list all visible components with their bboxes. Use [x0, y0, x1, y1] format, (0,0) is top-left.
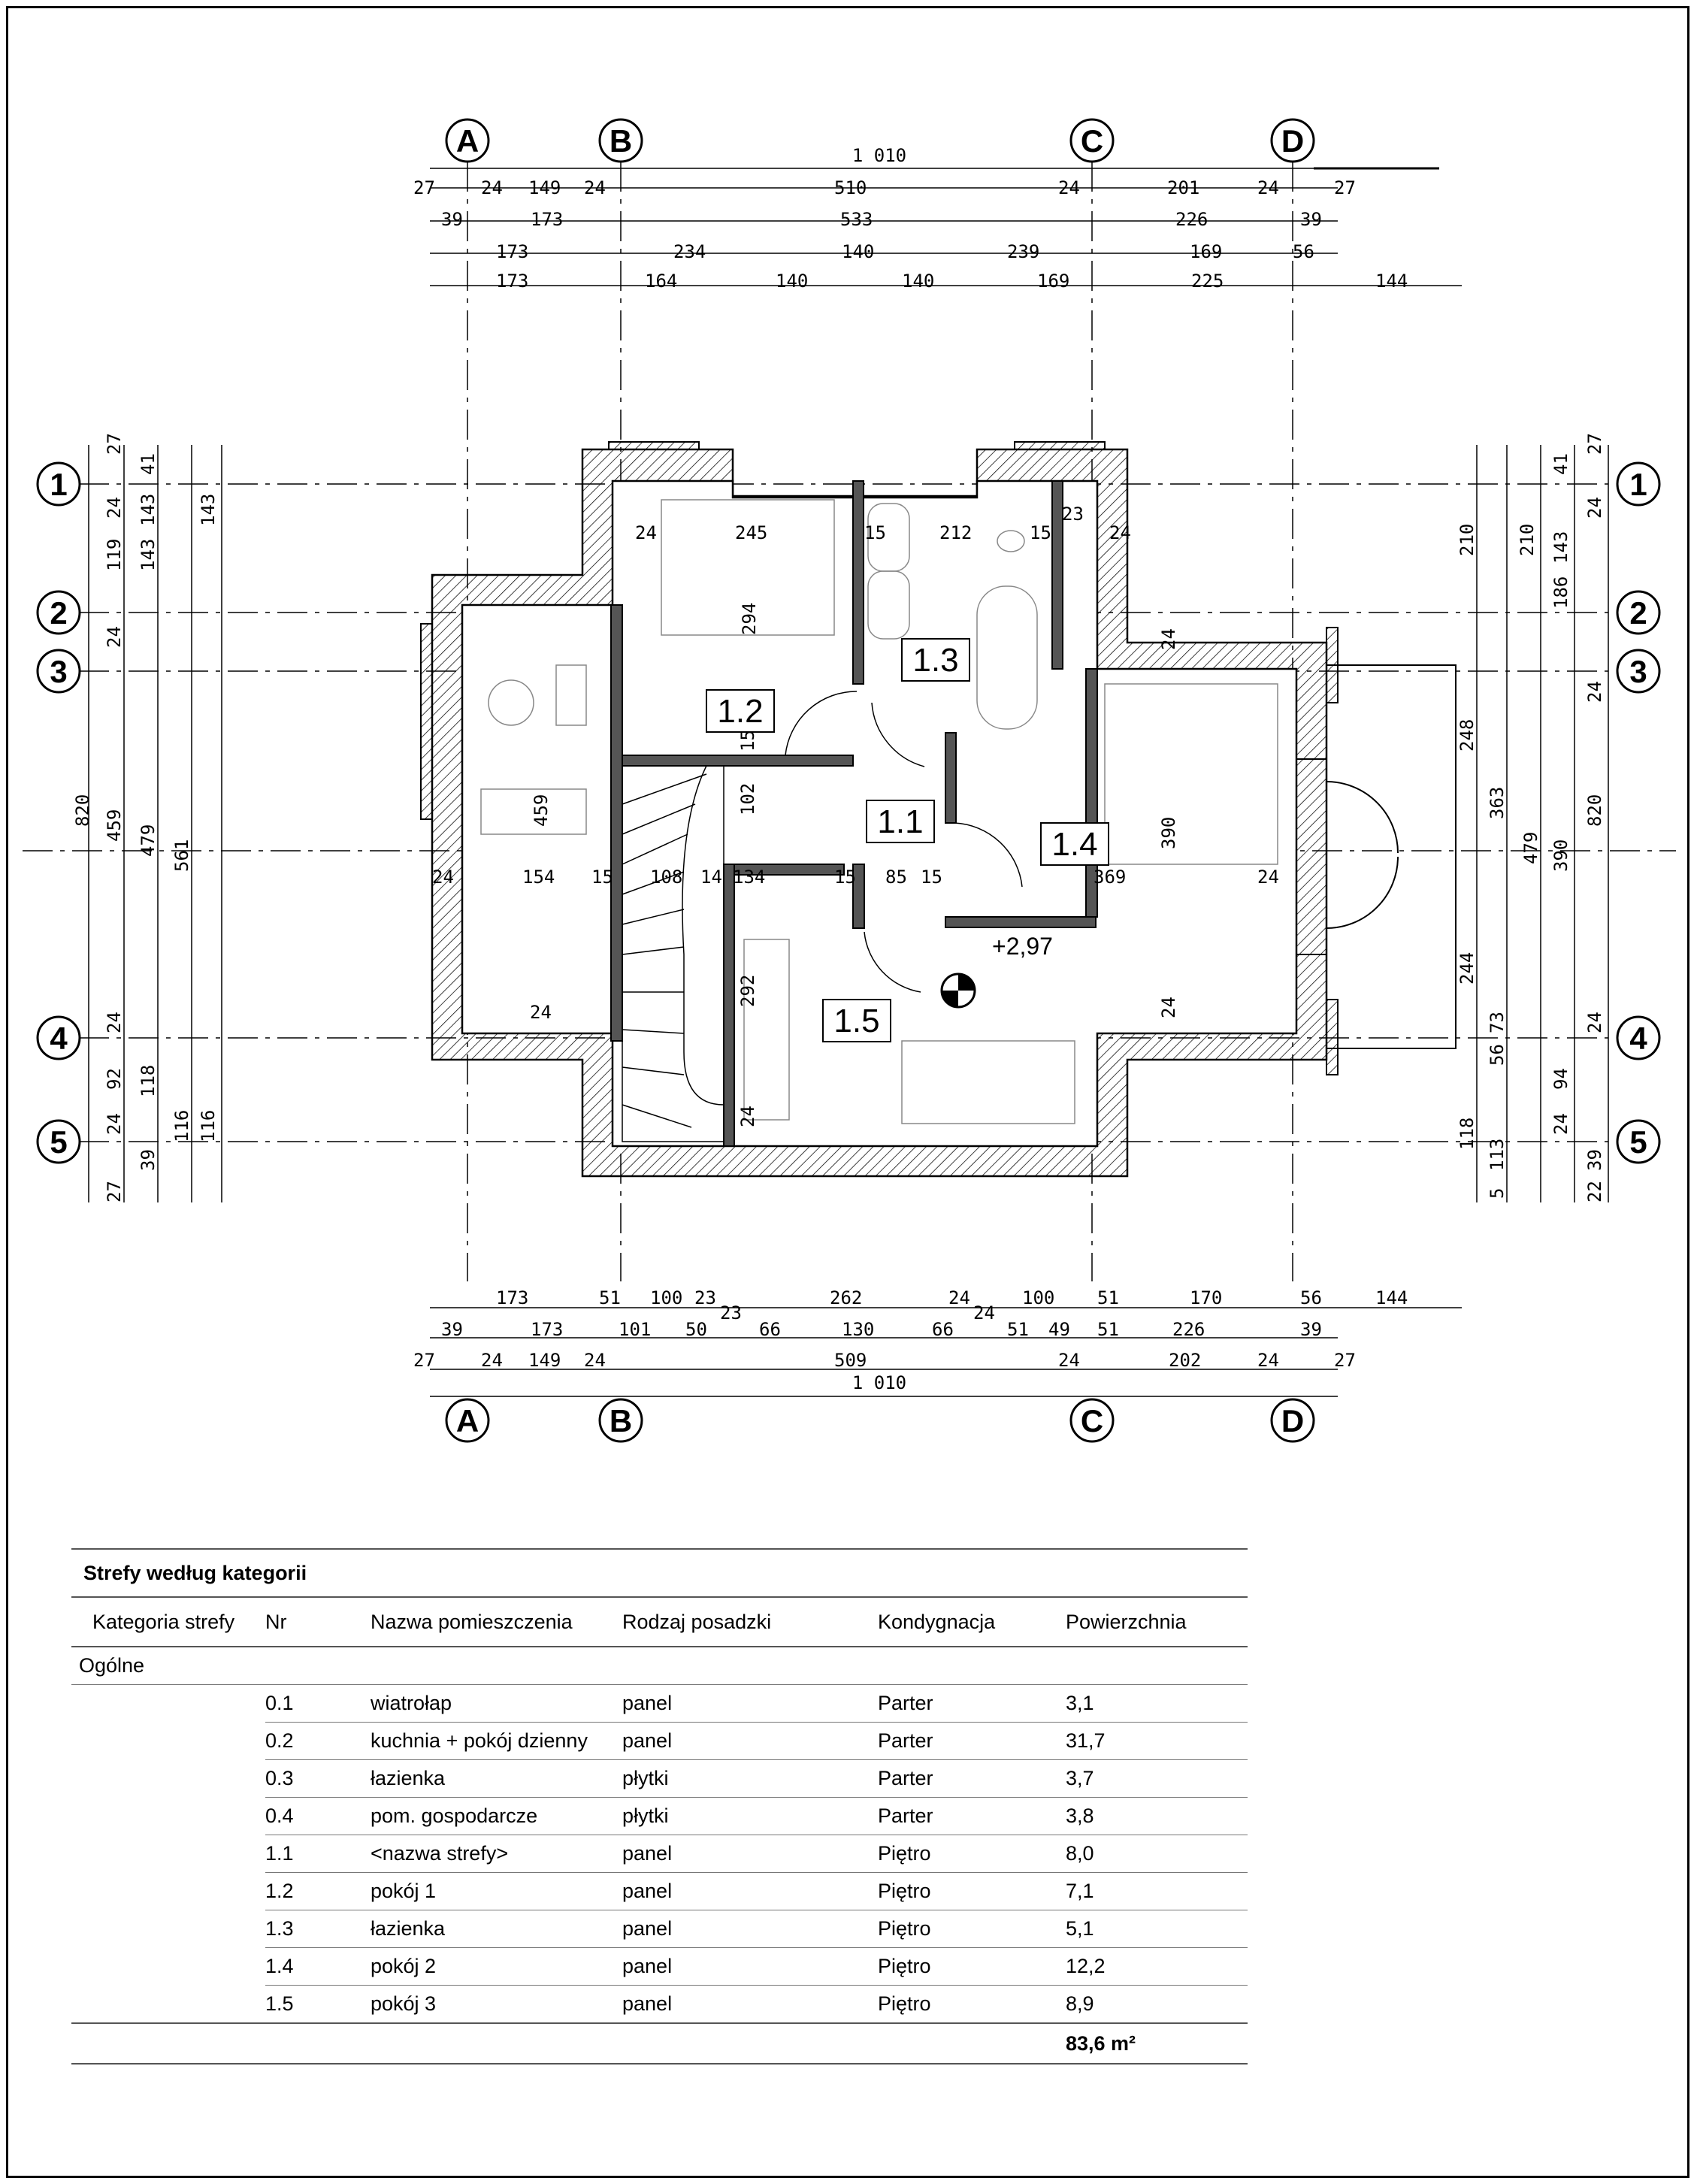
axis-bubble-5-right [1617, 1121, 1659, 1163]
dimension-label: 363 [1487, 786, 1508, 819]
dim-top-overall: 1 010 [852, 145, 907, 166]
dimension-label: 41 [1550, 453, 1571, 475]
dimension-label: 244 [1457, 951, 1478, 985]
dimension-label: 49 [1048, 1319, 1070, 1340]
dim-bottom-overall: 1 010 [852, 1372, 907, 1393]
dimension-label: 15 [834, 867, 856, 888]
dimension-label: 56 [1487, 1044, 1508, 1066]
total-empty-cell [878, 2023, 1066, 2064]
dimension-label: 24 [1257, 177, 1279, 198]
cell-kondygnacja: Piętro [878, 1873, 1066, 1910]
dimension-label: 533 [840, 209, 873, 230]
dimension-label: B [609, 123, 633, 159]
dimension-label: 39 [1300, 209, 1322, 230]
dimension-label: B [609, 1403, 633, 1438]
dimension-label: 369 [1094, 867, 1127, 888]
dimension-label: 24 [584, 177, 606, 198]
dimension-label: 144 [1375, 271, 1408, 292]
dimension-label: 24 [104, 497, 125, 519]
dimension-label: 248 [1457, 718, 1478, 752]
axis-bubble-3 [38, 650, 80, 692]
dimension-label: 24 [1257, 867, 1279, 888]
dimension-label: 113 [1487, 1138, 1508, 1171]
dimension-label: 169 [1190, 241, 1223, 262]
dimension-label: 94 [1550, 1068, 1571, 1090]
header-powierzchnia: Powierzchnia [1066, 1598, 1248, 1647]
dimension-label: 24 [104, 626, 125, 648]
elevation-text: +2,97 [992, 933, 1053, 960]
cell-nazwa: łazienka [371, 1760, 622, 1798]
total-empty-cell [71, 2023, 265, 2064]
dimension-label: 101 [619, 1319, 652, 1340]
room-label-1-1: 1.1 [877, 803, 924, 840]
dimension-label: 202 [1169, 1350, 1202, 1371]
dimension-label: A [455, 1403, 479, 1438]
dimension-label: 210 [1457, 523, 1478, 556]
dimension-label: 173 [496, 241, 529, 262]
dimension-label: 116 [171, 1109, 192, 1142]
cell-nazwa: <nazwa strefy> [371, 1835, 622, 1873]
cell-posadzka: panel [622, 1910, 878, 1948]
axis-bubble-c [1071, 119, 1113, 162]
cell-powierzchnia: 8,0 [1066, 1835, 1248, 1873]
header-nr: Nr [265, 1598, 371, 1647]
dimension-label: 245 [735, 522, 768, 543]
dimension-label: 24 [104, 1113, 125, 1135]
schedule-table [71, 1598, 1248, 2065]
dimension-label: 509 [834, 1350, 867, 1371]
dimension-label: 39 [1584, 1149, 1605, 1171]
cell-powierzchnia: 3,7 [1066, 1760, 1248, 1798]
dimension-label: 173 [496, 1287, 529, 1308]
dimension-label: 2 [1629, 595, 1647, 631]
dimension-label: 173 [531, 1319, 564, 1340]
dimension-label: 66 [759, 1319, 781, 1340]
dimension-label: 39 [441, 209, 463, 230]
cell-nr: 0.2 [265, 1723, 371, 1760]
total-empty-cell [371, 2023, 622, 2064]
dimension-label: 5 [1487, 1187, 1508, 1199]
dimension-label: 1 [50, 467, 68, 502]
axis-bubble-1-right [1617, 463, 1659, 505]
cell-posadzka: panel [622, 1873, 878, 1910]
dimension-label: 24 [1109, 522, 1131, 543]
cell-kategoria [71, 1948, 265, 1986]
dimension-label: 66 [932, 1319, 954, 1340]
dimension-label: 24 [1584, 1012, 1605, 1033]
dimension-label: 201 [1167, 177, 1200, 198]
cell-kategoria [71, 1835, 265, 1873]
dimension-label: 24 [1058, 1350, 1080, 1371]
dimension-label: 134 [733, 867, 766, 888]
dimension-label: 92 [104, 1068, 125, 1090]
cell-powierzchnia: 12,2 [1066, 1948, 1248, 1986]
dimension-label: 239 [1007, 241, 1040, 262]
axis-bubble-b-bottom [600, 1399, 642, 1441]
grid-bubbles-right [1617, 463, 1659, 1163]
dimension-label: 27 [413, 1350, 435, 1371]
dimension-label: 390 [1158, 816, 1179, 849]
dimension-label: 51 [1097, 1287, 1119, 1308]
axis-bubble-c-bottom [1071, 1399, 1113, 1441]
dimension-label: 186 [1550, 576, 1571, 609]
dimension-label: 15 [921, 867, 942, 888]
cell-powierzchnia: 8,9 [1066, 1986, 1248, 2024]
dimension-label: 3 [1629, 654, 1647, 689]
cell-powierzchnia: 5,1 [1066, 1910, 1248, 1948]
cell-powierzchnia: 3,8 [1066, 1798, 1248, 1835]
dimension-label: 24 [481, 1350, 503, 1371]
dimension-label: 140 [842, 241, 875, 262]
cell-nr: 1.4 [265, 1948, 371, 1986]
dimension-label: 225 [1191, 271, 1224, 292]
cell-nazwa: pokój 1 [371, 1873, 622, 1910]
header-nazwa: Nazwa pomieszczenia [371, 1598, 622, 1647]
axis-bubble-a [446, 119, 489, 162]
dimension-label: 51 [1007, 1319, 1029, 1340]
axis-bubble-2 [38, 591, 80, 634]
table-row [71, 1723, 1248, 1760]
dimension-label: 173 [531, 209, 564, 230]
cell-kondygnacja: Parter [878, 1685, 1066, 1723]
dimension-label: 85 [885, 867, 907, 888]
dimension-label: 479 [1520, 831, 1541, 864]
dimension-label: 23 [720, 1302, 742, 1323]
dimension-label: 234 [673, 241, 706, 262]
cell-powierzchnia: 3,1 [1066, 1685, 1248, 1723]
header-kondygnacja: Kondygnacja [878, 1598, 1066, 1647]
dimension-label: 15 [591, 867, 613, 888]
schedule-title: Strefy według kategorii [71, 1548, 1248, 1598]
cell-kondygnacja: Piętro [878, 1948, 1066, 1986]
cell-posadzka: panel [622, 1986, 878, 2024]
dimension-label: 50 [685, 1319, 707, 1340]
dimension-label: 24 [1158, 628, 1179, 650]
dimension-label: 56 [1293, 241, 1314, 262]
dimension-label: 1 [1629, 467, 1647, 502]
dimension-label: 41 [138, 453, 159, 475]
cell-kondygnacja: Piętro [878, 1910, 1066, 1948]
cell-kategoria [71, 1986, 265, 2024]
cell-nazwa: pokój 2 [371, 1948, 622, 1986]
cell-posadzka: panel [622, 1948, 878, 1986]
dims-left-text [72, 433, 219, 1202]
dimension-label: 108 [650, 867, 683, 888]
table-row [71, 1873, 1248, 1910]
axis-bubble-5 [38, 1121, 80, 1163]
dimension-label: 390 [1550, 839, 1571, 872]
cell-posadzka: płytki [622, 1798, 878, 1835]
dimension-label: 5 [50, 1124, 68, 1160]
balcony [1326, 665, 1456, 1048]
dimension-label: 24 [635, 522, 657, 543]
cell-nazwa: pokój 3 [371, 1986, 622, 2024]
cell-kategoria [71, 1910, 265, 1948]
dimension-label: 212 [939, 522, 973, 543]
dimension-label: 140 [902, 271, 935, 292]
axis-bubble-d [1272, 119, 1314, 162]
cell-posadzka: panel [622, 1835, 878, 1873]
dimension-label: 561 [171, 839, 192, 872]
table-row [71, 1910, 1248, 1948]
dimension-label: 24 [1550, 1113, 1571, 1135]
dimension-label: 27 [104, 1181, 125, 1202]
dimension-label: 100 [1022, 1287, 1055, 1308]
dimension-label: 154 [522, 867, 555, 888]
table-row [71, 1948, 1248, 1986]
dimension-label: 100 [650, 1287, 683, 1308]
dimension-label: D [1281, 123, 1305, 159]
cell-nr: 1.1 [265, 1835, 371, 1873]
dimension-label: D [1281, 1403, 1305, 1438]
cell-posadzka: panel [622, 1723, 878, 1760]
dimension-label: 39 [441, 1319, 463, 1340]
total-area: 83,6 m² [1066, 2023, 1248, 2064]
cell-kondygnacja: Piętro [878, 1986, 1066, 2024]
dimension-label: 24 [1584, 497, 1605, 519]
dimension-label: 24 [973, 1302, 995, 1323]
dimension-label: 4 [1629, 1021, 1647, 1056]
dimension-label: 27 [104, 433, 125, 455]
dimension-label: 2 [50, 595, 68, 631]
dimension-label: 118 [138, 1064, 159, 1097]
dims-bottom-text [413, 1287, 1408, 1393]
dimension-label: 149 [528, 177, 561, 198]
schedule-header-row [71, 1598, 1248, 1647]
dimension-label: 27 [1334, 177, 1356, 198]
table-row [71, 1760, 1248, 1798]
dimension-label: 143 [138, 493, 159, 526]
total-empty-cell [622, 2023, 878, 2064]
cell-nazwa: kuchnia + pokój dzienny [371, 1723, 622, 1760]
axis-bubble-4 [38, 1017, 80, 1059]
room-label-1-3: 1.3 [912, 642, 959, 679]
dimension-label: 170 [1190, 1287, 1223, 1308]
dimension-label: 5 [1629, 1124, 1647, 1160]
room-label-1-5: 1.5 [833, 1003, 880, 1039]
dimension-label: 169 [1037, 271, 1070, 292]
dimension-label: 73 [1487, 1012, 1508, 1033]
dimension-label: 15 [864, 522, 886, 543]
table-row [71, 1986, 1248, 2024]
cell-kategoria [71, 1685, 265, 1723]
cell-kategoria [71, 1723, 265, 1760]
zone-schedule [71, 1548, 1248, 2065]
dimension-label: 39 [1300, 1319, 1322, 1340]
dimension-label: 27 [1334, 1350, 1356, 1371]
room-label-1-2: 1.2 [717, 693, 764, 730]
dimension-label: 24 [530, 1002, 552, 1023]
total-empty-cell [265, 2023, 371, 2064]
cell-powierzchnia: 7,1 [1066, 1873, 1248, 1910]
header-posadzka: Rodzaj posadzki [622, 1598, 878, 1647]
dimension-label: 14 [700, 867, 722, 888]
dimension-label: 23 [694, 1287, 716, 1308]
axis-bubble-b [600, 119, 642, 162]
dimension-label: 118 [1457, 1117, 1478, 1150]
group-label: Ogólne [71, 1647, 1248, 1685]
axis-bubble-1 [38, 463, 80, 505]
dimension-label: 24 [432, 867, 454, 888]
dimension-label: 510 [834, 177, 867, 198]
dimension-label: 39 [138, 1149, 159, 1171]
cell-kategoria [71, 1798, 265, 1835]
cell-kategoria [71, 1873, 265, 1910]
grid-bubbles-top [446, 119, 1439, 168]
dimension-label: 262 [830, 1287, 863, 1308]
dimension-label: 102 [737, 782, 758, 815]
dimension-label: C [1080, 123, 1104, 159]
dimension-label: 294 [739, 602, 760, 635]
cell-nr: 0.3 [265, 1760, 371, 1798]
cell-powierzchnia: 31,7 [1066, 1723, 1248, 1760]
header-kategoria: Kategoria strefy [71, 1598, 265, 1647]
dims-top-text [413, 145, 1408, 292]
dimension-label: 3 [50, 654, 68, 689]
dimension-label: 149 [528, 1350, 561, 1371]
table-row [71, 1798, 1248, 1835]
dimension-label: 210 [1517, 523, 1538, 556]
dimension-label: 143 [1550, 531, 1571, 564]
dimension-label: 15 [1030, 522, 1051, 543]
dimension-label: 119 [104, 538, 125, 571]
cell-nazwa: łazienka [371, 1910, 622, 1948]
dimension-label: 27 [1584, 433, 1605, 455]
table-row [71, 1685, 1248, 1723]
dimension-label: 24 [481, 177, 503, 198]
dimension-label: 143 [138, 538, 159, 571]
cell-nr: 1.5 [265, 1986, 371, 2024]
dimension-label: 51 [599, 1287, 621, 1308]
cell-kategoria [71, 1760, 265, 1798]
dimension-label: 24 [584, 1350, 606, 1371]
dimension-label: 4 [50, 1021, 68, 1056]
dimension-label: 173 [496, 271, 529, 292]
dimension-label: 459 [104, 809, 125, 842]
dimension-label: 24 [1584, 681, 1605, 703]
dimension-label: 56 [1300, 1287, 1322, 1308]
dimension-label: 226 [1172, 1319, 1205, 1340]
dimension-label: 143 [198, 493, 219, 526]
dimension-label: 116 [198, 1109, 219, 1142]
cell-posadzka: płytki [622, 1760, 878, 1798]
cell-kondygnacja: Piętro [878, 1835, 1066, 1873]
dimension-label: 459 [531, 794, 552, 827]
dimension-label: 130 [842, 1319, 875, 1340]
cell-kondygnacja: Parter [878, 1798, 1066, 1835]
cell-nazwa: wiatrołap [371, 1685, 622, 1723]
dimension-label: 24 [1158, 997, 1179, 1018]
dimension-label: 820 [1584, 794, 1605, 827]
axis-bubble-3-right [1617, 650, 1659, 692]
axis-bubble-4-right [1617, 1017, 1659, 1059]
dimension-label: C [1080, 1403, 1104, 1438]
cell-posadzka: panel [622, 1685, 878, 1723]
dimension-label: 23 [1062, 504, 1084, 525]
group-row [71, 1647, 1248, 1685]
dimension-label: 164 [645, 271, 678, 292]
cell-nazwa: pom. gospodarcze [371, 1798, 622, 1835]
dimension-label: 24 [1058, 177, 1080, 198]
dimension-label: 24 [948, 1287, 970, 1308]
dimension-label: 51 [1097, 1319, 1119, 1340]
cell-kondygnacja: Parter [878, 1760, 1066, 1798]
axis-bubble-a-bottom [446, 1399, 489, 1441]
dimension-label: 292 [737, 974, 758, 1007]
dimension-label: 479 [138, 824, 159, 857]
room-label-1-4: 1.4 [1051, 826, 1098, 863]
dimension-label: 24 [104, 1012, 125, 1033]
total-row [71, 2023, 1248, 2064]
cell-nr: 1.2 [265, 1873, 371, 1910]
axis-bubble-2-right [1617, 591, 1659, 634]
cell-nr: 0.4 [265, 1798, 371, 1835]
dimension-label: 144 [1375, 1287, 1408, 1308]
cell-kondygnacja: Parter [878, 1723, 1066, 1760]
grid-bubbles-bottom [446, 1399, 1314, 1441]
axis-bubble-d-bottom [1272, 1399, 1314, 1441]
cell-nr: 0.1 [265, 1685, 371, 1723]
dimension-label: A [455, 123, 479, 159]
dimension-label: 140 [776, 271, 809, 292]
dimension-label: 27 [413, 177, 435, 198]
dimension-label: 24 [1257, 1350, 1279, 1371]
dimension-label: 820 [72, 794, 93, 827]
dimension-label: 22 [1584, 1181, 1605, 1202]
table-row [71, 1835, 1248, 1873]
dimension-label: 24 [737, 1106, 758, 1127]
dimension-label: 226 [1175, 209, 1208, 230]
cell-nr: 1.3 [265, 1910, 371, 1948]
dims-right-text [1457, 433, 1605, 1202]
dimension-label: 15 [737, 730, 758, 752]
